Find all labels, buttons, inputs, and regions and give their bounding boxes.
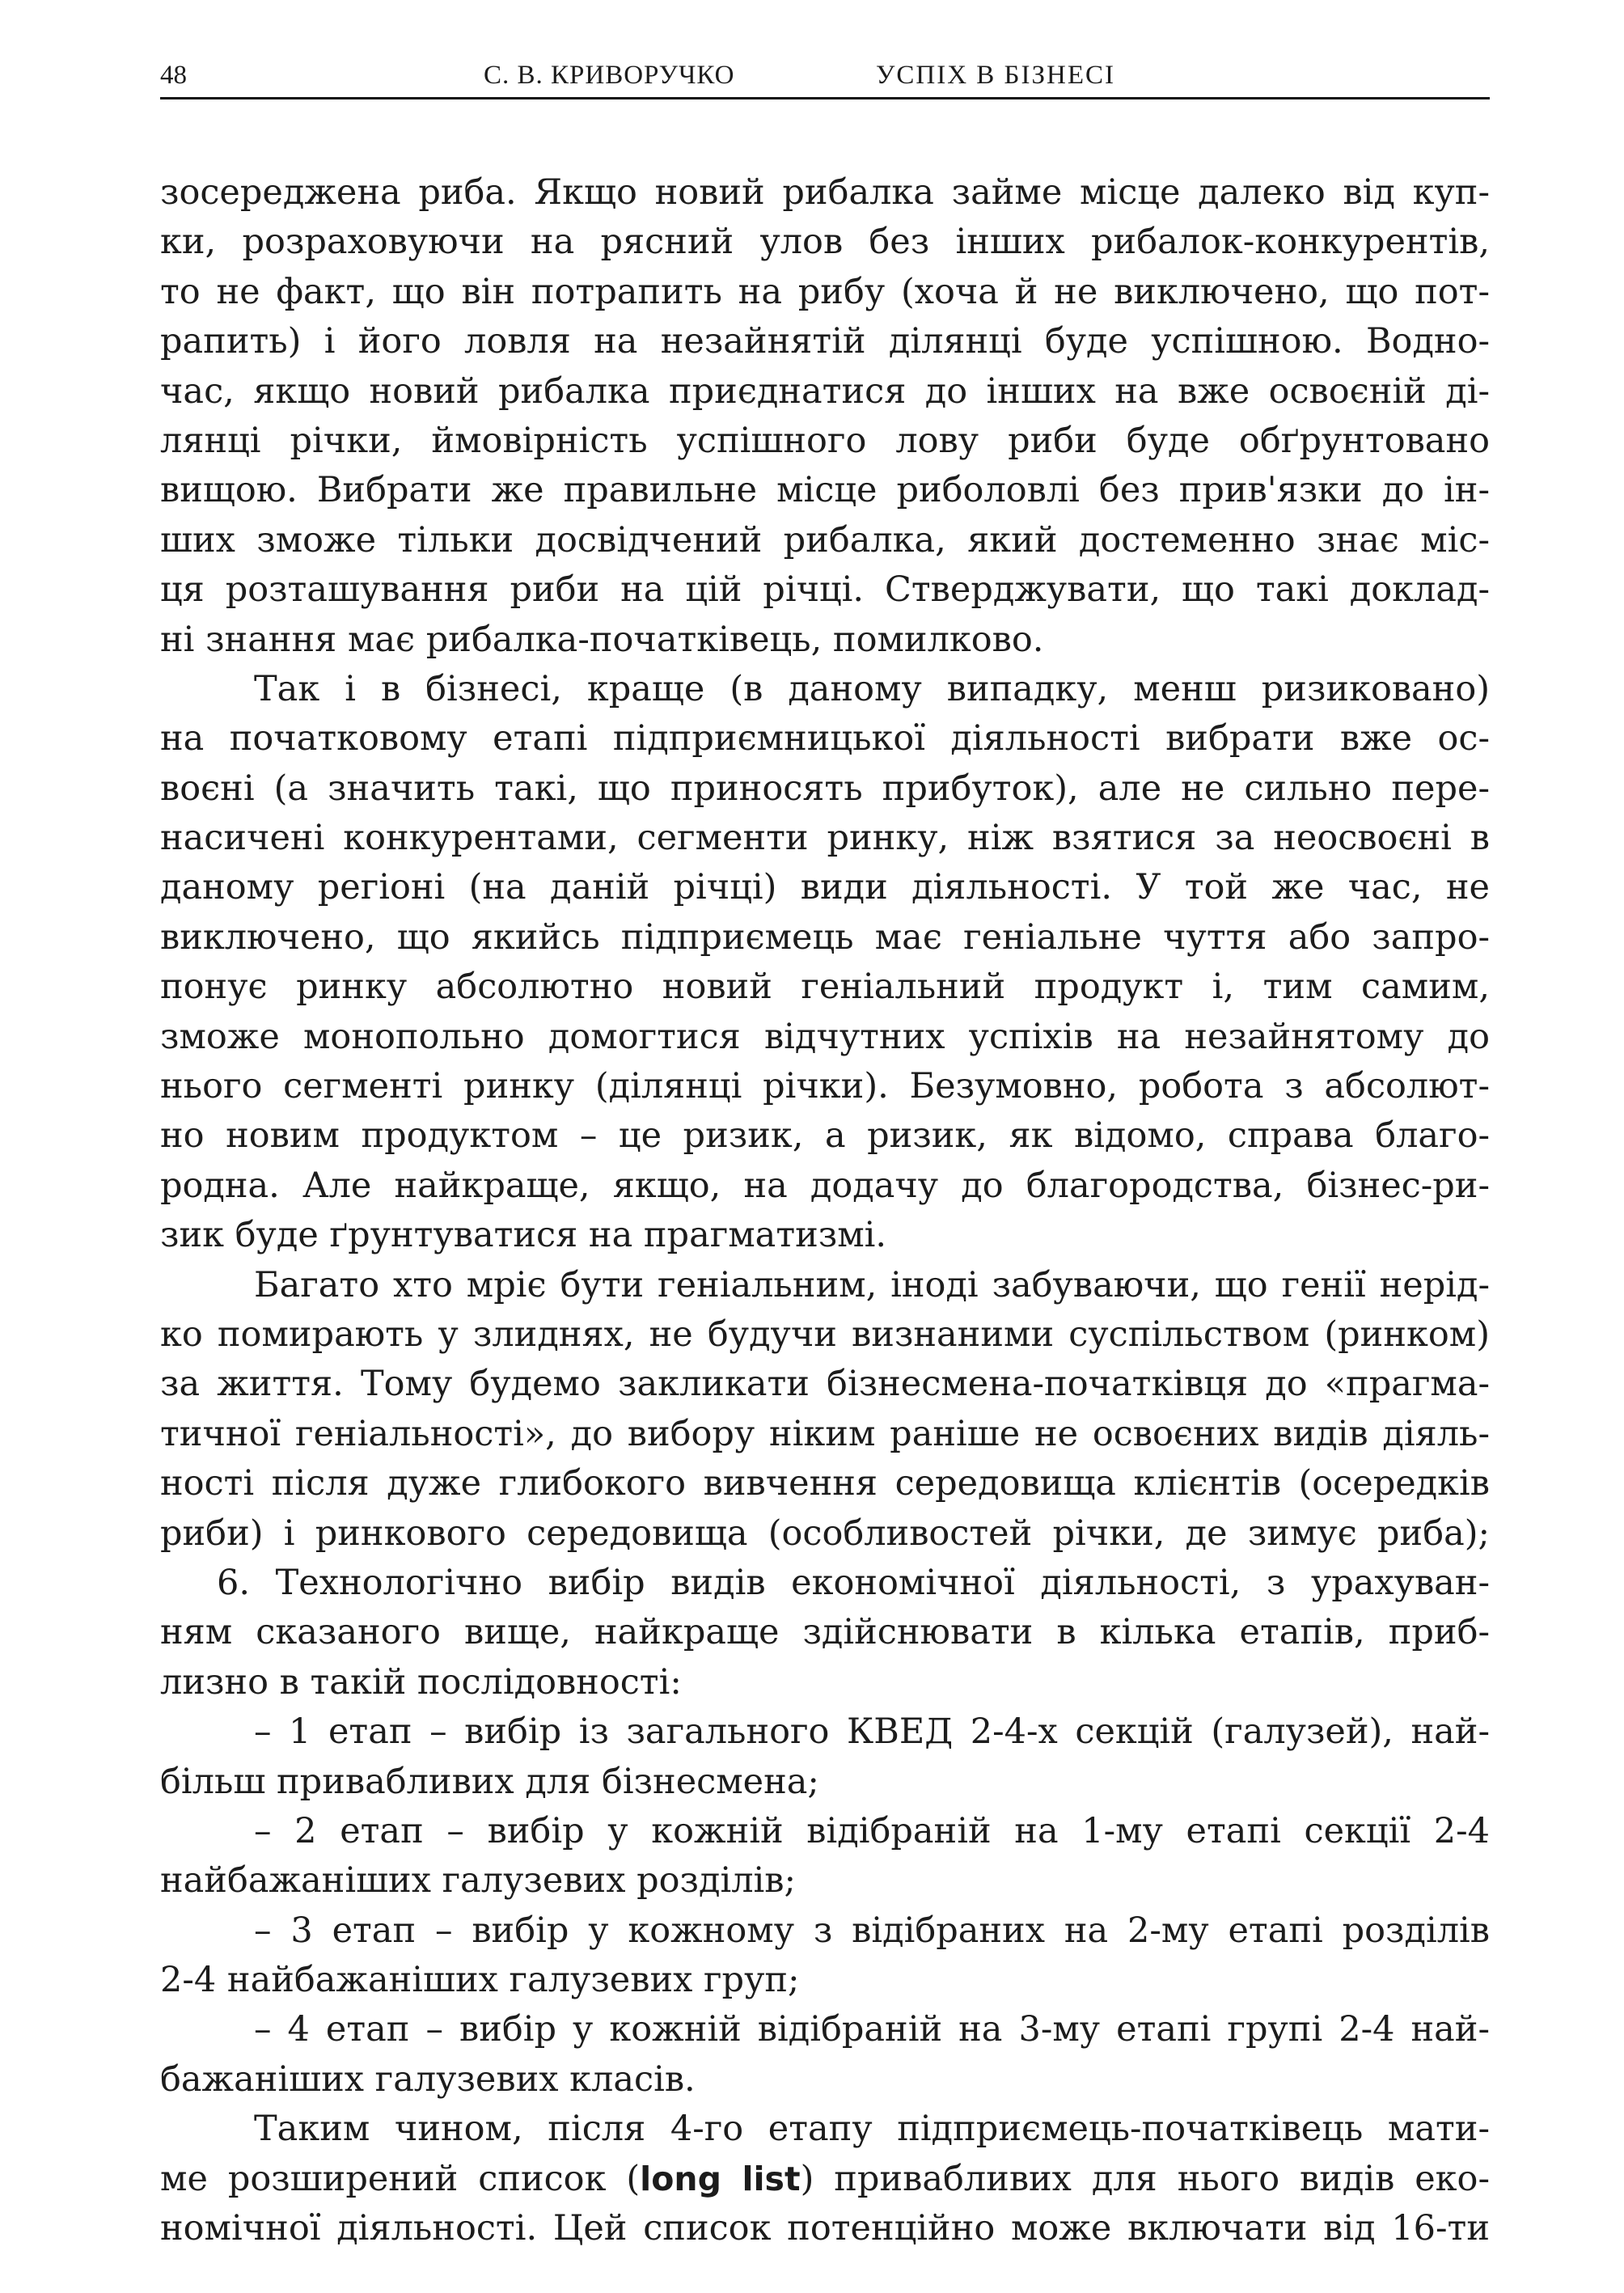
text-line: понує ринку абсолютно новий геніальний продукт і, тим самим, <box>160 967 1490 1008</box>
text-fragment: ме розширений список ( <box>160 2158 641 2199</box>
stage-item-first-line: – 2 етап – вибір у кожній відібраній на 1-му етапі секції 2-4 <box>254 1810 1490 1851</box>
text-line: даному регіоні (на даній річці) види діяльності. У той же час, не <box>160 867 1490 908</box>
text-line: найбажаніших галузевих розділів; <box>160 1860 796 1902</box>
text-line: родна. Але найкраще, якщо, на додачу до благородства, бізнес-ри- <box>160 1165 1490 1206</box>
paragraph-first-line: Багато хто мріє бути геніальним, іноді забуваючи, що генії нерід- <box>254 1264 1490 1305</box>
stage-item-first-line: – 1 етап – вибір із загального КВЕД 2-4-х секцій (галузей), най- <box>254 1711 1490 1753</box>
running-header-author: С. В. КРИВОРУЧКО <box>484 61 735 90</box>
running-header-title: УСПІХ В БІЗНЕСІ <box>876 61 1115 90</box>
text-line: за життя. Тому будемо закликати бізнесмена-початківця до «прагма- <box>160 1364 1490 1405</box>
text-line: зик буде ґрунтуватися на прагматизмі. <box>160 1215 887 1256</box>
text-line: ності після дуже глибокого вивчення середовища клієнтів (осередків <box>160 1463 1490 1504</box>
text-line: но новим продуктом – це ризик, а ризик, як відомо, справа благо- <box>160 1115 1490 1157</box>
text-line: виключено, що якийсь підприємець має геніальне чуття або запро- <box>160 916 1490 958</box>
text-line: лянці річки, ймовірність успішного лову риби буде обґрунтовано <box>160 420 1490 461</box>
text-line: ко помирають у злиднях, не будучи визнаними суспільством (ринком) <box>160 1314 1490 1355</box>
text-line: ні знання має рибалка-початківець, помилково. <box>160 619 1044 660</box>
text-line: нього сегменті ринку (ділянці річки). Безумовно, робота з абсолют- <box>160 1066 1490 1107</box>
text-line: воєні (а значить такі, що приносять прибуток), але не сильно пере- <box>160 768 1490 809</box>
text-line: лизно в такій послідовності: <box>160 1661 682 1703</box>
text-line: бажаніших галузевих класів. <box>160 2058 696 2100</box>
text-line: ки, розраховуючи на рясний улов без інших рибалок-конкурентів, <box>160 222 1490 263</box>
text-line: тичної геніальності», до вибору ніким раніше не освоєних видів діяль- <box>160 1413 1490 1454</box>
text-fragment: ) привабливих для нього видів еко- <box>800 2158 1490 2199</box>
text-line: риби) і ринкового середовища (особливостей річки, де зимує риба); <box>160 1512 1490 1554</box>
long-list-term: long list <box>640 2159 801 2198</box>
text-line: зосереджена риба. Якщо новий рибалка займе місце далеко від куп- <box>160 172 1490 213</box>
text-line: насичені конкурентами, сегменти ринку, ніж взятися за неосвоєні в <box>160 818 1490 859</box>
page-number: 48 <box>160 61 187 90</box>
text-line: ших зможе тільки досвідчений рибалка, який достеменно знає міс- <box>160 519 1490 561</box>
list-item-first-line: 6. Технологічно вибір видів економічної діяльності, з урахуван- <box>217 1562 1490 1603</box>
paragraph-first-line: Так і в бізнесі, краще (в даному випадку, менш ризиковано) <box>254 668 1490 709</box>
text-line: ням сказаного вище, найкраще здійснювати в кілька етапів, приб- <box>160 1612 1490 1653</box>
text-line: то не факт, що він потрапить на рибу (хоча й не виключено, що пот- <box>160 271 1490 312</box>
text-line: час, якщо новий рибалка приєднатися до інших на вже освоєній ді- <box>160 370 1490 412</box>
text-line: 2-4 найбажаніших галузевих груп; <box>160 1960 800 2001</box>
paragraph-first-line: Таким чином, після 4-го етапу підприємець-початківець мати- <box>254 2109 1490 2150</box>
text-line <box>160 2155 1490 2204</box>
text-line: номічної діяльності. Цей список потенційно може включати від 16-ти <box>160 2208 1490 2249</box>
text-line: вищою. Вибрати же правильне місце риболовлі без прив'язки до ін- <box>160 470 1490 511</box>
text-line: на початковому етапі підприємницької діяльності вибрати вже ос- <box>160 718 1490 759</box>
stage-item-first-line: – 4 етап – вибір у кожній відібраній на 3-му етапі групі 2-4 най- <box>254 2009 1490 2050</box>
running-header <box>160 50 1490 99</box>
text-line: зможе монопольно домогтися відчутних успіхів на незайнятому до <box>160 1016 1490 1057</box>
body-text <box>160 168 1490 2253</box>
text-line: ця розташування риби на цій річці. Стверджувати, що такі доклад- <box>160 569 1490 611</box>
text-line: більш привабливих для бізнесмена; <box>160 1761 819 1802</box>
stage-item-first-line: – 3 етап – вибір у кожному з відібраних на 2-му етапі розділів <box>254 1910 1490 1951</box>
text-line: рапить) і його ловля на незайнятій ділянці буде успішною. Водно- <box>160 321 1490 362</box>
